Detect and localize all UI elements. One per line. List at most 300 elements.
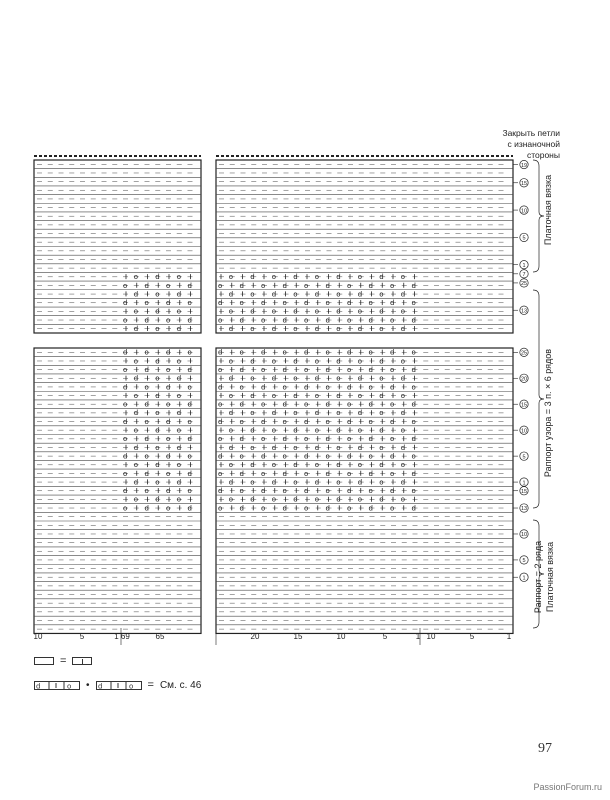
decrease-symbol: d [239, 316, 244, 325]
yarn-over-symbol: o [304, 400, 309, 409]
yarn-over-symbol: o [357, 391, 363, 400]
decrease-symbol: d [390, 417, 395, 426]
yarn-over-symbol: o [368, 417, 373, 426]
decrease-symbol: d [166, 299, 171, 308]
column-number-label: 5 [469, 632, 475, 641]
yarn-over-symbol: o [218, 504, 223, 513]
yarn-over-symbol: o [187, 452, 192, 461]
decrease-symbol: d [176, 478, 182, 487]
decrease-symbol: d [144, 365, 149, 374]
decrease-symbol: d [379, 273, 384, 282]
yarn-over-symbol: o [271, 357, 277, 366]
decrease-symbol: d [400, 478, 406, 487]
decrease-symbol: d [347, 487, 352, 496]
decrease-symbol: d [166, 452, 171, 461]
yarn-over-symbol: o [293, 325, 298, 333]
yarn-over-symbol: o [357, 273, 363, 282]
yarn-over-symbol: o [379, 478, 384, 487]
decrease-symbol: d [336, 307, 341, 316]
yarn-over-symbol: o [176, 461, 182, 470]
yarn-over-symbol: o [123, 435, 128, 444]
yarn-over-symbol: o [336, 443, 341, 452]
yarn-over-symbol: o [390, 435, 395, 444]
yarn-over-symbol: o [133, 461, 139, 470]
decrease-symbol: d [347, 383, 352, 392]
yarn-over-symbol: o [187, 299, 192, 308]
legend-knit-cell [34, 657, 54, 665]
decrease-symbol: d [347, 299, 352, 308]
decrease-symbol: d [133, 325, 139, 333]
yarn-over-symbol: o [218, 281, 223, 290]
yarn-over-symbol: o [123, 504, 128, 513]
decrease-symbol: d [368, 435, 373, 444]
yarn-over-symbol: o [293, 443, 298, 452]
yarn-over-symbol: o [271, 273, 277, 282]
column-number-label: 10 [426, 632, 436, 641]
decrease-symbol: d [390, 348, 395, 357]
close-note-line-1: Закрыть петли [502, 128, 560, 138]
yarn-over-symbol: o [239, 452, 244, 461]
decrease-symbol: d [368, 316, 373, 325]
legend-group-a [34, 680, 80, 691]
yarn-over-symbol: o [144, 348, 149, 357]
yarn-over-symbol: o [144, 417, 149, 426]
decrease-symbol: d [411, 316, 416, 325]
row-number-label: 25 [520, 281, 528, 288]
yarn-over-symbol: o [133, 307, 139, 316]
decrease-symbol: d [379, 391, 384, 400]
yarn-over-symbol: o [400, 391, 406, 400]
side-label-bottom-1: Раппорт = 2 ряда [533, 540, 543, 614]
yarn-over-symbol: o [400, 307, 406, 316]
decrease-symbol: d [379, 426, 384, 435]
decrease-symbol: d [250, 495, 255, 504]
decrease-symbol: d [176, 374, 182, 383]
decrease-symbol: d [293, 495, 298, 504]
yarn-over-symbol: o [250, 443, 255, 452]
yarn-over-symbol: o [166, 504, 171, 513]
decrease-symbol: d [123, 487, 128, 496]
legend-equals-2: = [147, 679, 154, 691]
row-number-label: 13 [520, 308, 528, 315]
legend-purl-cell [72, 657, 92, 665]
yarn-over-symbol: o [250, 325, 255, 333]
yarn-over-symbol: o [304, 281, 309, 290]
decrease-symbol: d [239, 435, 244, 444]
decrease-symbol: d [123, 348, 128, 357]
decrease-symbol: d [187, 435, 192, 444]
yarn-over-symbol: o [282, 452, 287, 461]
decrease-symbol: d [282, 365, 287, 374]
column-number-label: 15 [293, 632, 303, 641]
yarn-over-symbol: o [271, 426, 277, 435]
yarn-over-symbol: o [336, 290, 341, 299]
decrease-symbol: d [250, 461, 255, 470]
yarn-over-symbol: o [400, 426, 406, 435]
yarn-over-symbol: o [261, 316, 266, 325]
decrease-symbol: d [325, 365, 330, 374]
column-number-label: 20 [250, 632, 260, 641]
yarn-over-symbol: o [166, 316, 171, 325]
decrease-symbol: d [411, 469, 416, 478]
yarn-over-symbol: o [325, 299, 330, 308]
row-number-label: 5 [522, 454, 526, 461]
yarn-over-symbol: o [176, 273, 182, 282]
decrease-symbol: d [176, 443, 182, 452]
yarn-over-symbol: o [293, 290, 298, 299]
yarn-over-symbol: o [390, 281, 395, 290]
yarn-over-symbol: o [314, 461, 320, 470]
yarn-over-symbol: o [325, 417, 330, 426]
decrease-symbol: d [166, 348, 171, 357]
yarn-over-symbol: o [379, 443, 384, 452]
yarn-over-symbol: o [293, 478, 298, 487]
decrease-symbol: d [314, 443, 320, 452]
yarn-over-symbol: o [357, 307, 363, 316]
decrease-symbol: d [155, 391, 160, 400]
yarn-over-symbol: o [228, 461, 234, 470]
yarn-over-symbol: o [166, 469, 171, 478]
decrease-symbol: d [133, 478, 139, 487]
row-number-label: 5 [522, 235, 526, 242]
yarn-over-symbol: o [400, 357, 406, 366]
decrease-symbol: d [271, 325, 277, 333]
decrease-symbol: d [166, 417, 171, 426]
decrease-symbol: d [187, 400, 192, 409]
decrease-symbol: d [411, 400, 416, 409]
decrease-symbol: d [133, 443, 139, 452]
decrease-symbol: d [176, 290, 182, 299]
decrease-symbol: d [123, 417, 128, 426]
decrease-symbol: d [271, 409, 277, 418]
decrease-symbol: d [368, 281, 373, 290]
yarn-over-symbol: o [357, 426, 363, 435]
yarn-over-symbol: o [347, 316, 352, 325]
yarn-over-symbol: o [314, 307, 320, 316]
decrease-symbol: d [293, 357, 298, 366]
close-note-line-2: с изнаночной [507, 139, 560, 149]
decrease-symbol: d [336, 391, 341, 400]
yarn-over-symbol: o [304, 435, 309, 444]
row-number-label: 5 [522, 558, 526, 565]
yarn-over-symbol: o [347, 365, 352, 374]
decrease-symbol: d [357, 374, 363, 383]
yarn-over-symbol: o [390, 400, 395, 409]
yarn-over-symbol: o [390, 316, 395, 325]
decrease-symbol: d [261, 299, 266, 308]
decrease-symbol: d [325, 469, 330, 478]
yarn-over-symbol: o [155, 374, 160, 383]
decrease-symbol: d [271, 374, 277, 383]
yarn-over-symbol: o [390, 365, 395, 374]
yarn-over-symbol: o [379, 374, 384, 383]
yarn-over-symbol: o [357, 357, 363, 366]
decrease-symbol: d [390, 452, 395, 461]
decrease-symbol: d [239, 365, 244, 374]
decrease-symbol: d [357, 443, 363, 452]
yarn-over-symbol: o [411, 417, 416, 426]
yarn-over-symbol: o [239, 417, 244, 426]
yarn-over-symbol: o [133, 273, 139, 282]
decrease-symbol: d [155, 307, 160, 316]
yarn-over-symbol: o [347, 435, 352, 444]
yarn-over-symbol: o [368, 348, 373, 357]
yarn-over-symbol: o [261, 435, 266, 444]
yarn-over-symbol: o [379, 409, 384, 418]
page-number: 97 [538, 741, 552, 756]
decrease-symbol: d [218, 487, 223, 496]
yarn-over-symbol: o [304, 365, 309, 374]
yarn-over-symbol: o [123, 400, 128, 409]
decrease-symbol: d [218, 417, 223, 426]
close-note-line-3: стороны [526, 150, 560, 160]
yarn-over-symbol: o [411, 383, 416, 392]
decrease-symbol: d [325, 400, 330, 409]
legend-bullet: • [86, 679, 90, 691]
column-number-label: 5 [382, 632, 388, 641]
decrease-symbol: d [357, 325, 363, 333]
yarn-over-symbol: o [282, 299, 287, 308]
side-label-bottom-2: Платочная вязка [545, 541, 555, 613]
column-number-label: 65 [155, 632, 165, 641]
yarn-over-symbol: o [271, 495, 277, 504]
yarn-over-symbol: o [336, 409, 341, 418]
decrease-symbol: d [155, 461, 160, 470]
yarn-over-symbol: o [368, 383, 373, 392]
yarn-over-symbol: o [133, 391, 139, 400]
yarn-over-symbol: o [261, 400, 266, 409]
decrease-symbol: d [228, 409, 234, 418]
yarn-over-symbol: o [176, 307, 182, 316]
decrease-symbol: d [155, 357, 160, 366]
decrease-symbol: d [166, 383, 171, 392]
yarn-over-symbol: o [261, 504, 266, 513]
decrease-symbol: d [271, 443, 277, 452]
decrease-symbol: d [282, 504, 287, 513]
row-number-label: 19 [520, 162, 528, 169]
decrease-symbol: d [293, 426, 298, 435]
yarn-over-symbol: o [271, 461, 277, 470]
decrease-symbol: d [336, 426, 341, 435]
yarn-over-symbol: o [166, 400, 171, 409]
decrease-symbol: d [187, 469, 192, 478]
decrease-symbol: d [293, 307, 298, 316]
row-number-label: 13 [520, 506, 528, 513]
yarn-over-symbol: o [314, 495, 320, 504]
yarn-over-symbol: o [261, 469, 266, 478]
yarn-over-symbol: o [304, 316, 309, 325]
legend-row-1 [34, 655, 92, 667]
yarn-over-symbol: o [411, 348, 416, 357]
row-number-label: 10 [520, 428, 528, 435]
decrease-symbol: d [368, 400, 373, 409]
decrease-symbol: d [390, 299, 395, 308]
yarn-over-symbol: o [314, 426, 320, 435]
yarn-over-symbol: o [218, 316, 223, 325]
column-number-label: 10 [336, 632, 346, 641]
yarn-over-symbol: o [123, 316, 128, 325]
decrease-symbol: d [325, 435, 330, 444]
decrease-symbol: d [336, 461, 341, 470]
decrease-symbol: d [261, 383, 266, 392]
yarn-over-symbol: o [390, 504, 395, 513]
decrease-symbol: d [379, 495, 384, 504]
yarn-over-symbol: o [411, 487, 416, 496]
decrease-symbol: d [123, 383, 128, 392]
decrease-symbol: d [314, 290, 320, 299]
decrease-symbol: d [336, 495, 341, 504]
row-number-label: 20 [520, 376, 528, 383]
row-number-label: 1 [522, 575, 526, 582]
yarn-over-symbol: o [239, 487, 244, 496]
decrease-symbol: d [271, 478, 277, 487]
decrease-symbol: d [336, 273, 341, 282]
row-number-label: 10 [520, 532, 528, 539]
side-label-top: Платочная вязка [543, 174, 553, 246]
decrease-symbol: d [261, 348, 266, 357]
yarn-over-symbol: o [368, 487, 373, 496]
svg-text:o: o [128, 682, 133, 690]
decrease-symbol: d [176, 325, 182, 333]
yarn-over-symbol: o [390, 469, 395, 478]
decrease-symbol: d [282, 469, 287, 478]
yarn-over-symbol: o [304, 469, 309, 478]
yarn-over-symbol: o [293, 374, 298, 383]
yarn-over-symbol: o [357, 461, 363, 470]
yarn-over-symbol: o [261, 281, 266, 290]
decrease-symbol: d [411, 435, 416, 444]
decrease-symbol: d [271, 290, 277, 299]
decrease-symbol: d [239, 281, 244, 290]
yarn-over-symbol: o [187, 487, 192, 496]
decrease-symbol: d [304, 417, 309, 426]
legend-group-b [96, 680, 142, 691]
decrease-symbol: d [133, 409, 139, 418]
decrease-symbol: d [400, 325, 406, 333]
decrease-symbol: d [133, 374, 139, 383]
yarn-over-symbol: o [133, 357, 139, 366]
decrease-symbol: d [239, 504, 244, 513]
decrease-symbol: d [368, 504, 373, 513]
yarn-over-symbol: o [325, 452, 330, 461]
decrease-symbol: d [144, 316, 149, 325]
svg-text:d: d [36, 682, 41, 690]
decrease-symbol: d [347, 417, 352, 426]
yarn-over-symbol: o [239, 299, 244, 308]
yarn-over-symbol: o [261, 365, 266, 374]
yarn-over-symbol: o [228, 495, 234, 504]
yarn-over-symbol: o [282, 417, 287, 426]
yarn-over-symbol: o [293, 409, 298, 418]
legend-see-page: См. с. 46 [159, 679, 202, 691]
yarn-over-symbol: o [144, 452, 149, 461]
decrease-symbol: d [304, 452, 309, 461]
decrease-symbol: d [261, 487, 266, 496]
row-number-label: 1 [522, 480, 526, 487]
decrease-symbol: d [400, 374, 406, 383]
yarn-over-symbol: o [304, 504, 309, 513]
yarn-over-symbol: o [228, 391, 234, 400]
decrease-symbol: d [304, 348, 309, 357]
decrease-symbol: d [250, 357, 255, 366]
decrease-symbol: d [347, 348, 352, 357]
yarn-over-symbol: o [144, 299, 149, 308]
decrease-symbol: d [123, 299, 128, 308]
decrease-symbol: d [187, 365, 192, 374]
decrease-symbol: d [250, 307, 255, 316]
decrease-symbol: d [144, 469, 149, 478]
yarn-over-symbol: o [218, 400, 223, 409]
decrease-symbol: d [411, 365, 416, 374]
yarn-over-symbol: o [325, 383, 330, 392]
yarn-over-symbol: o [187, 417, 192, 426]
column-number-label: 1 69 [114, 632, 130, 641]
watermark: PassionForum.ru [533, 782, 602, 792]
yarn-over-symbol: o [123, 365, 128, 374]
yarn-over-symbol: o [250, 478, 255, 487]
yarn-over-symbol: o [336, 374, 341, 383]
svg-text:d: d [97, 682, 102, 690]
yarn-over-symbol: o [250, 374, 255, 383]
yarn-over-symbol: o [123, 281, 128, 290]
yarn-over-symbol: o [218, 435, 223, 444]
yarn-over-symbol: o [314, 391, 320, 400]
decrease-symbol: d [282, 281, 287, 290]
yarn-over-symbol: o [400, 495, 406, 504]
yarn-over-symbol: o [176, 357, 182, 366]
yarn-over-symbol: o [314, 357, 320, 366]
yarn-over-symbol: o [368, 452, 373, 461]
decrease-symbol: d [239, 469, 244, 478]
decrease-symbol: d [293, 273, 298, 282]
decrease-symbol: d [218, 348, 223, 357]
decrease-symbol: d [379, 357, 384, 366]
decrease-symbol: d [368, 365, 373, 374]
yarn-over-symbol: o [239, 383, 244, 392]
yarn-over-symbol: o [155, 325, 160, 333]
yarn-over-symbol: o [411, 452, 416, 461]
yarn-over-symbol: o [218, 365, 223, 374]
yarn-over-symbol: o [357, 495, 363, 504]
yarn-over-symbol: o [411, 299, 416, 308]
yarn-over-symbol: o [400, 273, 406, 282]
decrease-symbol: d [250, 273, 255, 282]
decrease-symbol: d [314, 325, 320, 333]
yarn-over-symbol: o [347, 469, 352, 478]
yarn-over-symbol: o [336, 478, 341, 487]
decrease-symbol: d [261, 452, 266, 461]
decrease-symbol: d [218, 383, 223, 392]
decrease-symbol: d [250, 391, 255, 400]
decrease-symbol: d [390, 487, 395, 496]
decrease-symbol: d [325, 281, 330, 290]
decrease-symbol: d [400, 290, 406, 299]
decrease-symbol: d [187, 316, 192, 325]
yarn-over-symbol: o [187, 348, 192, 357]
yarn-over-symbol: o [228, 307, 234, 316]
decrease-symbol: d [357, 409, 363, 418]
yarn-over-symbol: o [379, 290, 384, 299]
yarn-over-symbol: o [368, 299, 373, 308]
yarn-over-symbol: o [250, 290, 255, 299]
decrease-symbol: d [144, 504, 149, 513]
decrease-symbol: d [218, 299, 223, 308]
decrease-symbol: d [250, 426, 255, 435]
row-number-label: 1 [522, 262, 526, 269]
decrease-symbol: d [411, 281, 416, 290]
column-number-label: 10 [33, 632, 43, 641]
decrease-symbol: d [228, 325, 234, 333]
